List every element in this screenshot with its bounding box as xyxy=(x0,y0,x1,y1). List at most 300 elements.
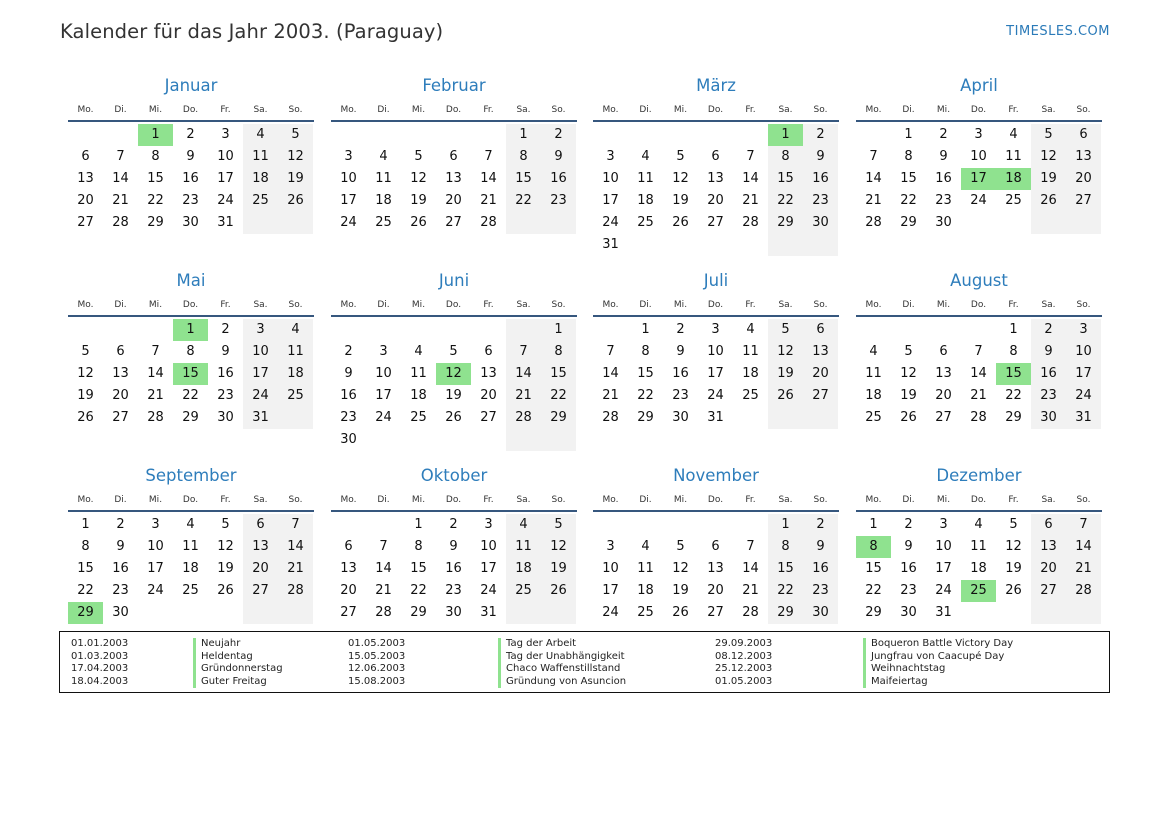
day-cell: 7 xyxy=(746,149,755,164)
day-cell: 19 xyxy=(672,193,689,208)
day-cell: 21 xyxy=(112,193,129,208)
day-cell: 20 xyxy=(1031,558,1066,580)
day-cell: 26 xyxy=(541,580,576,602)
day-cell: 31 xyxy=(602,237,619,252)
weekday-header xyxy=(331,295,577,317)
weekday-label: So. xyxy=(288,105,303,115)
day-cell: 19 xyxy=(900,388,917,403)
day-cell: 12 xyxy=(77,366,94,381)
weekday-label: Di. xyxy=(902,495,915,505)
day-cell: 20 xyxy=(803,363,838,385)
day-cell: 22 xyxy=(541,385,576,407)
day-cell: 3 xyxy=(151,517,160,532)
day-cell: 17 xyxy=(602,193,619,208)
day-cell: 24 xyxy=(1066,385,1101,407)
empty-cell xyxy=(278,602,313,624)
weekday-label: Fr. xyxy=(745,300,756,310)
legend-holiday-name: Guter Freitag xyxy=(193,676,283,689)
empty-cell xyxy=(628,234,663,256)
empty-cell xyxy=(401,124,436,146)
empty-cell xyxy=(733,514,768,536)
day-cell: 10 xyxy=(1066,341,1101,363)
day-cell: 27 xyxy=(243,580,278,602)
day-grid xyxy=(331,317,576,451)
weekday-label: Sa. xyxy=(778,300,793,310)
day-cell: 8 xyxy=(768,536,803,558)
day-grid xyxy=(68,317,313,429)
day-cell: 14 xyxy=(480,171,497,186)
weekday-label: Do. xyxy=(445,105,462,115)
weekday-label: Mo. xyxy=(77,495,94,505)
weekday-label: Do. xyxy=(445,300,462,310)
day-cell: 24 xyxy=(340,215,357,230)
day-cell: 31 xyxy=(480,605,497,620)
month-name: Februar xyxy=(422,76,486,95)
empty-cell xyxy=(366,514,401,536)
day-cell: 28 xyxy=(375,605,392,620)
holiday-day-cell: 15 xyxy=(173,363,208,385)
day-cell: 29 xyxy=(182,410,199,425)
weekday-label: Fr. xyxy=(745,495,756,505)
day-cell: 10 xyxy=(147,539,164,554)
day-cell: 18 xyxy=(243,168,278,190)
day-cell: 3 xyxy=(711,322,720,337)
day-cell: 31 xyxy=(243,407,278,429)
day-cell: 3 xyxy=(606,539,615,554)
day-cell: 13 xyxy=(480,366,497,381)
day-cell: 16 xyxy=(217,366,234,381)
day-cell: 14 xyxy=(742,171,759,186)
weekday-label: Mo. xyxy=(602,105,619,115)
empty-cell xyxy=(366,429,401,451)
empty-cell xyxy=(506,319,541,341)
day-cell: 12 xyxy=(1031,146,1066,168)
empty-cell xyxy=(768,407,803,429)
weekday-label: Do. xyxy=(970,495,987,505)
holiday-day-cell: 1 xyxy=(173,319,208,341)
weekday-label: Di. xyxy=(902,105,915,115)
weekday-label: Sa. xyxy=(516,495,531,505)
empty-cell xyxy=(366,124,401,146)
day-cell: 2 xyxy=(221,322,230,337)
day-cell: 24 xyxy=(243,385,278,407)
day-cell: 2 xyxy=(939,127,948,142)
day-grid xyxy=(856,122,1101,234)
day-cell: 19 xyxy=(278,168,313,190)
day-cell: 21 xyxy=(375,583,392,598)
empty-cell xyxy=(103,124,138,146)
empty-cell xyxy=(733,124,768,146)
day-cell: 15 xyxy=(768,558,803,580)
day-cell: 29 xyxy=(900,215,917,230)
day-cell: 4 xyxy=(869,344,878,359)
weekday-label: Mi. xyxy=(936,300,951,310)
weekday-label: So. xyxy=(551,105,566,115)
weekday-label: So. xyxy=(1076,105,1091,115)
legend-date: 17.04.2003 xyxy=(71,663,129,674)
empty-cell xyxy=(593,319,628,341)
day-cell: 13 xyxy=(1031,536,1066,558)
day-cell: 23 xyxy=(803,190,838,212)
day-cell: 17 xyxy=(243,363,278,385)
day-cell: 8 xyxy=(1009,344,1018,359)
month-12 xyxy=(856,464,1102,624)
legend-date: 18.04.2003 xyxy=(71,675,129,687)
day-cell: 21 xyxy=(480,193,497,208)
empty-cell xyxy=(506,429,541,451)
empty-cell xyxy=(331,319,366,341)
day-cell: 12 xyxy=(541,536,576,558)
day-cell: 17 xyxy=(707,366,724,381)
day-cell: 24 xyxy=(217,193,234,208)
day-cell: 30 xyxy=(445,605,462,620)
day-cell: 16 xyxy=(1031,363,1066,385)
day-cell: 27 xyxy=(935,410,952,425)
legend-holiday-name: Heldentag xyxy=(193,651,283,664)
day-cell: 5 xyxy=(81,344,90,359)
day-cell: 18 xyxy=(278,363,313,385)
day-cell: 19 xyxy=(541,558,576,580)
day-cell: 8 xyxy=(904,149,913,164)
day-cell: 29 xyxy=(1005,410,1022,425)
empty-cell xyxy=(331,124,366,146)
day-cell: 28 xyxy=(278,580,313,602)
weekday-label: Sa. xyxy=(253,495,268,505)
empty-cell xyxy=(856,319,891,341)
weekday-label: Mi. xyxy=(673,105,688,115)
empty-cell xyxy=(733,234,768,256)
day-grid xyxy=(331,512,576,624)
day-cell: 20 xyxy=(243,558,278,580)
day-cell: 26 xyxy=(768,385,803,407)
day-cell: 1 xyxy=(768,514,803,536)
day-cell: 27 xyxy=(480,410,497,425)
day-cell: 10 xyxy=(707,344,724,359)
day-cell: 12 xyxy=(768,341,803,363)
day-cell: 13 xyxy=(340,561,357,576)
day-cell: 5 xyxy=(414,149,423,164)
legend-names-col-1 xyxy=(193,638,283,688)
empty-cell xyxy=(593,124,628,146)
day-grid xyxy=(856,317,1101,429)
day-cell: 4 xyxy=(379,149,388,164)
day-cell: 10 xyxy=(217,149,234,164)
day-cell: 19 xyxy=(77,388,94,403)
day-cell: 21 xyxy=(602,388,619,403)
day-cell: 30 xyxy=(1031,407,1066,429)
day-cell: 24 xyxy=(935,583,952,598)
day-cell: 19 xyxy=(768,363,803,385)
day-cell: 30 xyxy=(935,215,952,230)
day-cell: 6 xyxy=(243,514,278,536)
day-cell: 3 xyxy=(1066,319,1101,341)
month-name: Oktober xyxy=(420,466,488,485)
legend-holiday-name: Tag der Arbeit xyxy=(498,638,626,651)
day-cell: 21 xyxy=(742,193,759,208)
day-cell: 3 xyxy=(243,319,278,341)
weekday-label: Di. xyxy=(377,105,390,115)
weekday-label: Mi. xyxy=(411,300,426,310)
month-name: August xyxy=(950,271,1008,290)
weekday-label: Do. xyxy=(707,300,724,310)
day-cell: 13 xyxy=(707,561,724,576)
day-cell: 1 xyxy=(869,517,878,532)
day-cell: 2 xyxy=(803,514,838,536)
day-cell: 15 xyxy=(900,171,917,186)
day-cell: 26 xyxy=(77,410,94,425)
day-cell: 24 xyxy=(480,583,497,598)
empty-cell xyxy=(278,407,313,429)
day-cell: 28 xyxy=(1066,580,1101,602)
empty-cell xyxy=(961,212,996,234)
day-cell: 29 xyxy=(865,605,882,620)
day-cell: 31 xyxy=(707,410,724,425)
day-cell: 4 xyxy=(243,124,278,146)
empty-cell xyxy=(628,124,663,146)
day-cell: 7 xyxy=(869,149,878,164)
month-1 xyxy=(68,74,314,234)
day-cell: 15 xyxy=(506,168,541,190)
day-cell: 9 xyxy=(116,539,125,554)
day-cell: 20 xyxy=(112,388,129,403)
day-cell: 17 xyxy=(217,171,234,186)
day-cell: 13 xyxy=(707,171,724,186)
day-cell: 9 xyxy=(939,149,948,164)
day-cell: 22 xyxy=(410,583,427,598)
weekday-label: Mo. xyxy=(602,495,619,505)
day-cell: 1 xyxy=(81,517,90,532)
day-cell: 22 xyxy=(506,190,541,212)
weekday-label: Sa. xyxy=(778,105,793,115)
month-8 xyxy=(856,269,1102,429)
legend-date: 25.12.2003 xyxy=(715,663,773,674)
day-cell: 7 xyxy=(606,344,615,359)
day-cell: 3 xyxy=(484,517,493,532)
day-cell: 11 xyxy=(182,539,199,554)
weekday-header xyxy=(593,295,839,317)
day-cell: 14 xyxy=(865,171,882,186)
weekday-label: Sa. xyxy=(516,105,531,115)
legend-date: 01.01.2003 xyxy=(71,638,129,649)
day-cell: 21 xyxy=(742,583,759,598)
legend-holiday-name: Weihnachtstag xyxy=(863,663,1013,676)
day-cell: 13 xyxy=(1066,146,1101,168)
weekday-label: Sa. xyxy=(253,300,268,310)
empty-cell xyxy=(138,319,173,341)
weekday-label: So. xyxy=(813,300,828,310)
day-cell: 25 xyxy=(375,215,392,230)
day-cell: 23 xyxy=(445,583,462,598)
day-cell: 7 xyxy=(379,539,388,554)
day-cell: 7 xyxy=(151,344,160,359)
day-cell: 7 xyxy=(116,149,125,164)
day-cell: 28 xyxy=(480,215,497,230)
day-cell: 5 xyxy=(904,344,913,359)
empty-cell xyxy=(68,124,103,146)
legend-date: 15.05.2003 xyxy=(348,650,406,662)
day-cell: 6 xyxy=(1031,514,1066,536)
day-cell: 4 xyxy=(641,539,650,554)
weekday-header xyxy=(856,490,1102,512)
day-cell: 20 xyxy=(480,388,497,403)
weekday-header xyxy=(68,100,314,122)
weekday-label: Di. xyxy=(114,300,127,310)
empty-cell xyxy=(663,234,698,256)
day-cell: 26 xyxy=(217,583,234,598)
weekday-label: Fr. xyxy=(483,105,494,115)
day-cell: 28 xyxy=(602,410,619,425)
empty-cell xyxy=(541,212,576,234)
empty-cell xyxy=(541,429,576,451)
month-name: April xyxy=(960,76,998,95)
day-cell: 19 xyxy=(672,583,689,598)
brand-link[interactable]: TIMESLES.COM xyxy=(1006,24,1110,39)
weekday-label: Fr. xyxy=(1008,495,1019,505)
day-cell: 13 xyxy=(243,536,278,558)
day-cell: 5 xyxy=(221,517,230,532)
day-cell: 29 xyxy=(768,602,803,624)
day-cell: 20 xyxy=(935,388,952,403)
weekday-label: Di. xyxy=(902,300,915,310)
day-cell: 25 xyxy=(637,215,654,230)
holiday-day-cell: 12 xyxy=(436,363,471,385)
day-cell: 1 xyxy=(414,517,423,532)
weekday-label: So. xyxy=(551,300,566,310)
day-cell: 3 xyxy=(344,149,353,164)
day-cell: 16 xyxy=(112,561,129,576)
holiday-legend xyxy=(59,631,1110,693)
weekday-label: Mi. xyxy=(411,495,426,505)
day-cell: 10 xyxy=(375,366,392,381)
empty-cell xyxy=(961,319,996,341)
day-cell: 7 xyxy=(746,539,755,554)
empty-cell xyxy=(208,602,243,624)
empty-cell xyxy=(663,124,698,146)
day-cell: 2 xyxy=(1031,319,1066,341)
legend-holiday-name: Maifeiertag xyxy=(863,676,1013,689)
day-cell: 26 xyxy=(672,605,689,620)
weekday-header xyxy=(856,100,1102,122)
day-cell: 1 xyxy=(1009,322,1018,337)
day-cell: 17 xyxy=(1066,363,1101,385)
day-cell: 4 xyxy=(746,322,755,337)
empty-cell xyxy=(803,234,838,256)
day-cell: 18 xyxy=(637,193,654,208)
weekday-label: Do. xyxy=(182,495,199,505)
month-9 xyxy=(68,464,314,624)
day-grid xyxy=(68,512,313,624)
legend-date: 01.05.2003 xyxy=(715,675,773,687)
day-cell: 25 xyxy=(865,410,882,425)
weekday-label: Mi. xyxy=(411,105,426,115)
weekday-header xyxy=(856,295,1102,317)
day-cell: 19 xyxy=(1031,168,1066,190)
empty-cell xyxy=(436,124,471,146)
day-cell: 2 xyxy=(116,517,125,532)
weekday-label: Do. xyxy=(970,105,987,115)
day-cell: 12 xyxy=(410,171,427,186)
day-cell: 19 xyxy=(410,193,427,208)
day-cell: 21 xyxy=(970,388,987,403)
day-cell: 5 xyxy=(676,149,685,164)
legend-date: 01.03.2003 xyxy=(71,650,129,662)
empty-cell xyxy=(471,124,506,146)
day-cell: 29 xyxy=(147,215,164,230)
day-cell: 12 xyxy=(217,539,234,554)
day-cell: 2 xyxy=(186,127,195,142)
day-cell: 12 xyxy=(672,171,689,186)
day-cell: 26 xyxy=(278,190,313,212)
weekday-header xyxy=(68,295,314,317)
day-cell: 1 xyxy=(541,319,576,341)
weekday-label: Di. xyxy=(114,495,127,505)
day-cell: 31 xyxy=(935,605,952,620)
day-cell: 10 xyxy=(970,149,987,164)
day-cell: 7 xyxy=(484,149,493,164)
weekday-label: Mo. xyxy=(865,105,882,115)
day-cell: 22 xyxy=(77,583,94,598)
weekday-label: Di. xyxy=(639,105,652,115)
legend-holiday-name: Gründung von Asuncion xyxy=(498,676,626,689)
empty-cell xyxy=(733,407,768,429)
empty-cell xyxy=(68,319,103,341)
weekday-label: Sa. xyxy=(1041,495,1056,505)
day-cell: 16 xyxy=(803,558,838,580)
day-cell: 18 xyxy=(182,561,199,576)
month-7 xyxy=(593,269,839,429)
day-grid xyxy=(593,512,838,624)
weekday-label: So. xyxy=(1076,495,1091,505)
day-cell: 18 xyxy=(637,583,654,598)
empty-cell xyxy=(436,319,471,341)
empty-cell xyxy=(891,319,926,341)
month-name: Mai xyxy=(176,271,206,290)
legend-holiday-name: Neujahr xyxy=(193,638,283,651)
day-cell: 16 xyxy=(935,171,952,186)
month-11 xyxy=(593,464,839,624)
day-cell: 30 xyxy=(112,605,129,620)
legend-date: 29.09.2003 xyxy=(715,638,773,649)
day-cell: 11 xyxy=(243,146,278,168)
legend-dates-col-1 xyxy=(71,638,128,688)
empty-cell xyxy=(506,602,541,624)
day-cell: 17 xyxy=(147,561,164,576)
day-cell: 12 xyxy=(672,561,689,576)
day-cell: 12 xyxy=(278,146,313,168)
day-grid xyxy=(593,317,838,429)
weekday-label: So. xyxy=(288,300,303,310)
day-cell: 23 xyxy=(182,193,199,208)
month-name: März xyxy=(696,76,736,95)
day-cell: 10 xyxy=(340,171,357,186)
day-cell: 8 xyxy=(81,539,90,554)
day-cell: 4 xyxy=(414,344,423,359)
weekday-label: So. xyxy=(288,495,303,505)
empty-cell xyxy=(663,514,698,536)
day-cell: 20 xyxy=(1066,168,1101,190)
empty-cell xyxy=(1031,602,1066,624)
day-cell: 18 xyxy=(970,561,987,576)
day-cell: 23 xyxy=(803,580,838,602)
day-cell: 29 xyxy=(541,407,576,429)
day-cell: 10 xyxy=(480,539,497,554)
day-cell: 23 xyxy=(900,583,917,598)
day-cell: 17 xyxy=(375,388,392,403)
day-cell: 26 xyxy=(1031,190,1066,212)
day-cell: 9 xyxy=(803,146,838,168)
day-cell: 11 xyxy=(865,366,882,381)
day-cell: 4 xyxy=(1009,127,1018,142)
